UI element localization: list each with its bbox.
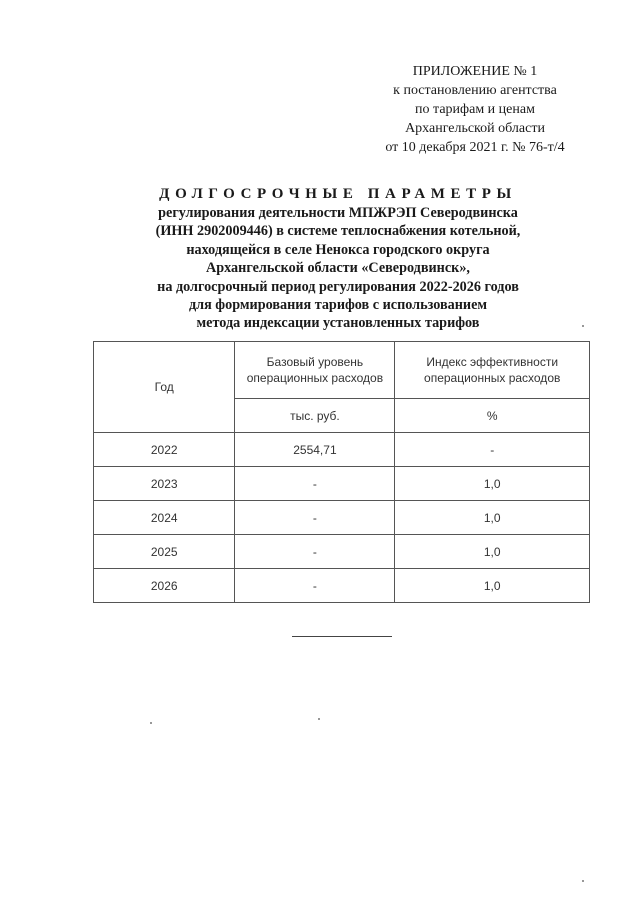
heading-line: Архангельской области «Северодвинск», xyxy=(206,260,470,277)
appendix-line: Архангельской области xyxy=(405,121,545,136)
header-efficiency-index: Индекс эффективности операционных расходов xyxy=(395,342,590,399)
cell-year: 2026 xyxy=(94,569,235,603)
header-year: Год xyxy=(94,342,235,433)
cell-efficiency-index: - xyxy=(395,433,590,467)
cell-base-level: - xyxy=(235,467,395,501)
table-row xyxy=(94,433,590,467)
cell-year: 2025 xyxy=(94,535,235,569)
cell-base-level: - xyxy=(235,535,395,569)
cell-efficiency-index: 1,0 xyxy=(395,467,590,501)
scan-speck xyxy=(582,880,584,882)
table-row xyxy=(94,535,590,569)
heading-line: метода индексации установленных тарифов xyxy=(196,315,480,332)
table-header-row xyxy=(94,342,590,399)
appendix-title: ПРИЛОЖЕНИЕ № 1 xyxy=(412,64,538,79)
cell-base-level: - xyxy=(235,569,395,603)
heading-line: для формирования тарифов с использованием xyxy=(188,297,488,314)
table-row xyxy=(94,569,590,603)
heading-line: находящейся в селе Ненокса городского округа xyxy=(186,241,490,258)
scan-speck xyxy=(582,325,584,327)
cell-base-level: 2554,71 xyxy=(235,433,395,467)
appendix-line: к постановлению агентства xyxy=(393,83,557,98)
table-row xyxy=(94,501,590,535)
header-base-level: Базовый уровень операционных расходов xyxy=(235,342,395,399)
scan-speck xyxy=(150,722,152,724)
appendix-date-number: от 10 декабря 2021 г. № 76-т/4 xyxy=(385,140,565,155)
appendix-block xyxy=(360,62,590,157)
appendix-line: по тарифам и ценам xyxy=(415,102,535,117)
cell-efficiency-index: 1,0 xyxy=(395,535,590,569)
document-heading xyxy=(90,184,586,333)
cell-year: 2022 xyxy=(94,433,235,467)
unit-base-level: тыс. руб. xyxy=(235,399,395,433)
parameters-table xyxy=(93,341,590,603)
closing-rule xyxy=(292,636,392,637)
cell-efficiency-index: 1,0 xyxy=(395,569,590,603)
scan-speck xyxy=(318,718,320,720)
unit-efficiency-index: % xyxy=(395,399,590,433)
table-row xyxy=(94,467,590,501)
heading-line: на долгосрочный период регулирования 2022-2026 годов xyxy=(157,278,519,295)
heading-line: (ИНН 2902009446) в системе теплоснабжения котельной, xyxy=(155,223,521,240)
cell-year: 2024 xyxy=(94,501,235,535)
document-title: ДОЛГОСРОЧНЫЕ ПАРАМЕТРЫ xyxy=(159,186,517,202)
cell-base-level: - xyxy=(235,501,395,535)
cell-year: 2023 xyxy=(94,467,235,501)
heading-line: регулирования деятельности МПЖРЭП Северодвинска xyxy=(158,205,518,221)
cell-efficiency-index: 1,0 xyxy=(395,501,590,535)
